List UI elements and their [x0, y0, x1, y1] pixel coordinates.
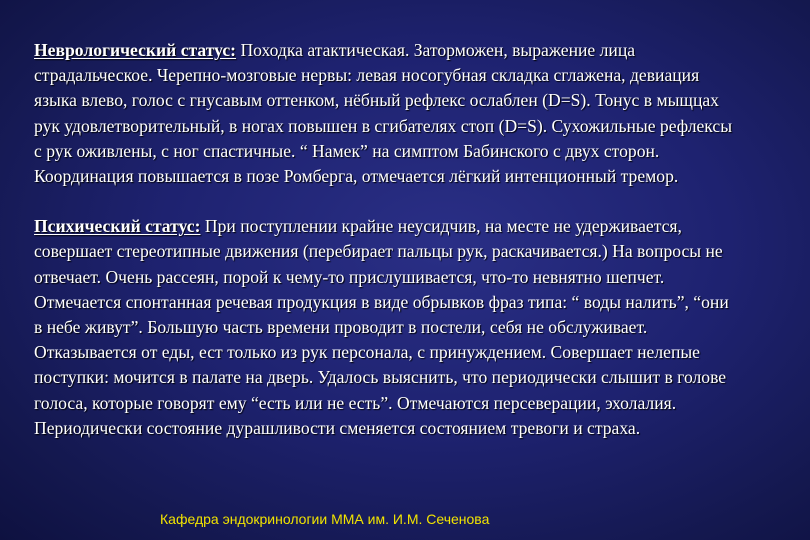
- footer-department: Кафедра эндокринологии ММА им. И.М. Сеченова: [160, 511, 490, 527]
- mental-status-label: Психический статус:: [34, 216, 201, 237]
- neurological-status-paragraph: [34, 38, 734, 189]
- mental-status-paragraph: [34, 214, 734, 441]
- neurological-status-label: Неврологический статус:: [34, 40, 237, 60]
- neurological-status-text: Походка атактическая. Заторможен, выражение лица страдальческое. Черепно-мозговые нервы: левая носогубная складка сглажена, девиация языка влево, голос с гнусавым оттенком, нёбный рефлекс ослаблен (D=S). Тонус в мыщцах рук удовлетворительный, в ногах повышен в сгибателях стоп (D=S). Сухожильные рефлексы с рук оживлены, с ног спастичные. “ Намек” на симптом Бабинского с двух сторон. Координация повышается в позе Ромберга, отмечается лёгкий интенционный тремор.: [34, 40, 733, 187]
- slide-body: [34, 38, 734, 441]
- mental-status-text: При поступлении крайне неусидчив, на месте не удерживается, совершает стереотипные движения (перебирает пальцы рук, раскачивается.) На вопросы не отвечает. Очень рассеян, порой к чему-то прислушивается, что-то невнятно шепчет. Отмечается спонтанная речевая продукция в виде обрывков фраз типа: “ воды налить”, “они в небе живут”. Большую часть времени проводит в постели, себя не обслуживает. Отказывается от еды, ест только из рук персонала, с принуждением. Совершает нелепые поступки: мочится в палате на дверь. Удалось выяснить, что периодически слышит в голове голоса, которые говорят ему “есть или не есть”. Отмечаются персеверации, эхолалия. Периодически состояние дурашливости сменяется состоянием тревоги и страха.: [34, 216, 729, 438]
- paragraph-spacer: [34, 189, 734, 214]
